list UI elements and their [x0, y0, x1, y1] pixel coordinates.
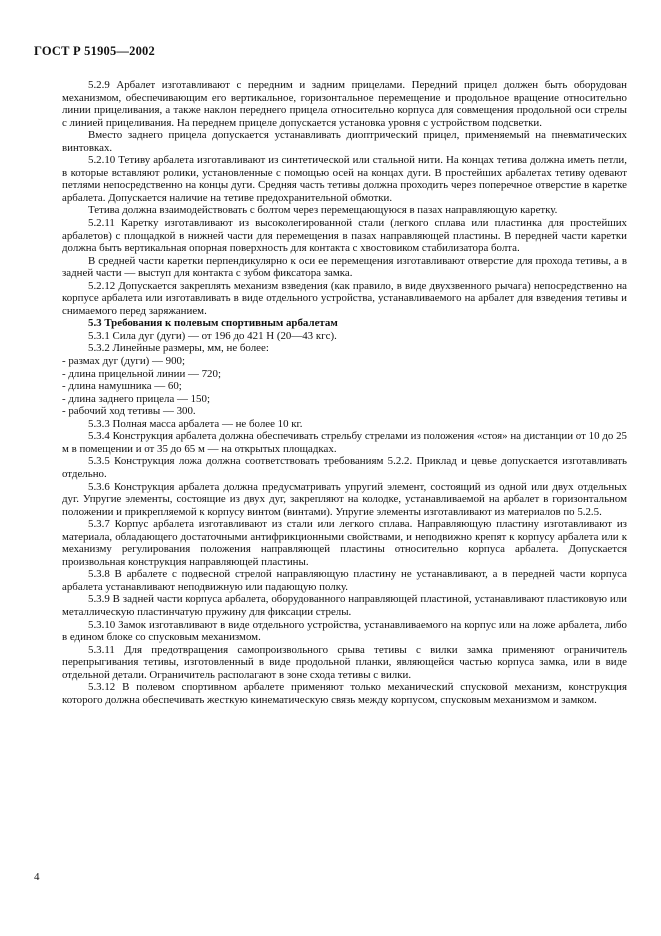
paragraph-5-2-10: 5.2.10 Тетиву арбалета изготавливают из синтетической или стальной нити. На концах тетива должна иметь петли, в которые вставляют ролики, установленные с помощью осей на концах дуги. В простейших арбалетах тетиву одевают петлями непосредственно на концы дуги. Средняя часть тетивы должна проходить через поперечное отверстие в каретке арбалета. Допускается наличие на тетиве предохранительной обмотки.	[62, 154, 627, 204]
paragraph-5-2-9: 5.2.9 Арбалет изготавливают с передним и задним прицелами. Передний прицел должен быть оборудован механизмом, обеспечивающим его вертикальное, горизонтальное перемещение и продольное вращение относительно линии прицеливания, а также наклон переднего прицела относительно корпуса для совмещения продольной оси стрелы с линией прицеливания. На переднем прицеле допускается установка уровня с устройством подсветки.	[62, 79, 627, 129]
document-code: ГОСТ Р 51905—2002	[34, 44, 155, 58]
paragraph-5-3-6: 5.3.6 Конструкция арбалета должна предусматривать упругий элемент, состоящий из одной или двух отдельных дуг. Упругие элементы, состоящие из двух дуг, закрепляют на колодке, устанавливаемой на арбалет в горизонтальном положении и прикрепляемой к корпусу винтом (винтами). Упругие элементы изготавливают из материалов по 5.2.5.	[62, 480, 627, 518]
list-item: - размах дуг (дуги) — 900;	[62, 355, 186, 368]
list-item: - рабочий ход тетивы — 300.	[62, 405, 196, 418]
paragraph-5-3-1: 5.3.1 Сила дуг (дуги) — от 196 до 421 Н (20—43 кгс).	[88, 329, 337, 342]
paragraph-5-3-12: 5.3.12 В полевом спортивном арбалете применяют только механический спусковой механизм, конструкция которого должна обеспечивать жесткую кинематическую связь между корпусом, спусковым механизмом и замком.	[62, 681, 627, 706]
paragraph-5-3-9: 5.3.9 В задней части корпуса арбалета, оборудованного направляющей пластиной, устанавливают пластиковую или металлическую пластинчатую пружину для фиксации стрелы.	[62, 593, 627, 618]
paragraph-diopter-sight: Вместо заднего прицела допускается устанавливать диоптрический прицел, применяемый на пневматических винтовках.	[62, 129, 627, 154]
list-item: - длина прицельной линии — 720;	[62, 367, 221, 380]
paragraph-5-2-12: 5.2.12 Допускается закреплять механизм взведения (как правило, в виде двухзвенного рычага) непосредственно на корпусе арбалета или изготавливать в виде отдельного устройства, устанавливаемого на арбалет для взведения тетивы и снимаемого перед заряжанием.	[62, 279, 627, 317]
paragraph-5-3-7: 5.3.7 Корпус арбалета изготавливают из стали или легкого сплава. Направляющую пластину изготавливают из материала, обладающего достаточными антифрикционными свойствами, и неподвижно крепят к корпусу арбалета или к механизму регулирования положения направляющей пластины относительно корпуса арбалета. Допускается произвольная конструкция направляющей пластины.	[62, 518, 627, 568]
paragraph-5-3-10: 5.3.10 Замок изготавливают в виде отдельного устройства, устанавливаемого на корпус или на ложе арбалета, либо в едином блоке со спусковым механизмом.	[62, 618, 627, 644]
paragraph-bowstring-bolt: Тетива должна взаимодействовать с болтом через перемещающуюся в пазах направляющую каретку.	[88, 204, 558, 217]
list-item: - длина намушника — 60;	[62, 380, 182, 393]
paragraph-5-3-5: 5.3.5 Конструкция ложа должна соответствовать требованиям 5.2.2. Приклад и цевье допускается изготавливать отдельно.	[62, 455, 627, 480]
document-body	[62, 79, 627, 706]
paragraph-5-3-8: 5.3.8 В арбалете с подвесной стрелой направляющую пластину не устанавливают, а в передней части корпуса арбалета устанавливают неподвижную или падающую полку.	[62, 568, 627, 593]
paragraph-5-2-11: 5.2.11 Каретку изготавливают из высоколегированной стали (легкого сплава или пластинка для простейших арбалетов) с площадкой в нижней части для перемещения в пазах направляющей пластины. В передней части каретки должна быть вертикальная опорная поверхность для контакта с хвостовиком стабилизатора болта.	[62, 217, 627, 255]
paragraph-5-3-2: 5.3.2 Линейные размеры, мм, не более:	[88, 342, 269, 355]
paragraph-carriage-hole: В средней части каретки перпендикулярно к оси ее перемещения изготавливают отверстие для прохода тетивы, а в задней части — выступ для контакта с зубом фиксатора замка.	[62, 254, 627, 280]
paragraph-5-3-3: 5.3.3 Полная масса арбалета — не более 10 кг.	[88, 417, 303, 430]
section-heading-5-3: 5.3 Требования к полевым спортивным арбалетам	[88, 317, 338, 330]
list-item: - длина заднего прицела — 150;	[62, 392, 210, 405]
paragraph-5-3-11: 5.3.11 Для предотвращения самопроизвольного срыва тетивы с вилки замка применяют ограничитель перепрыгивания тетивы, изготовленный в виде продольной планки, являющейся частью корпуса замка, или в виде отдельной детали. Ограничитель располагают в зоне схода тетивы с вилки.	[62, 643, 627, 681]
page-number: 4	[34, 871, 40, 883]
paragraph-5-3-4: 5.3.4 Конструкция арбалета должна обеспечивать стрельбу стрелами из положения «стоя» на дистанции от 10 до 25 м в помещении и от 35 до 65 м — на открытых площадках.	[62, 430, 627, 455]
